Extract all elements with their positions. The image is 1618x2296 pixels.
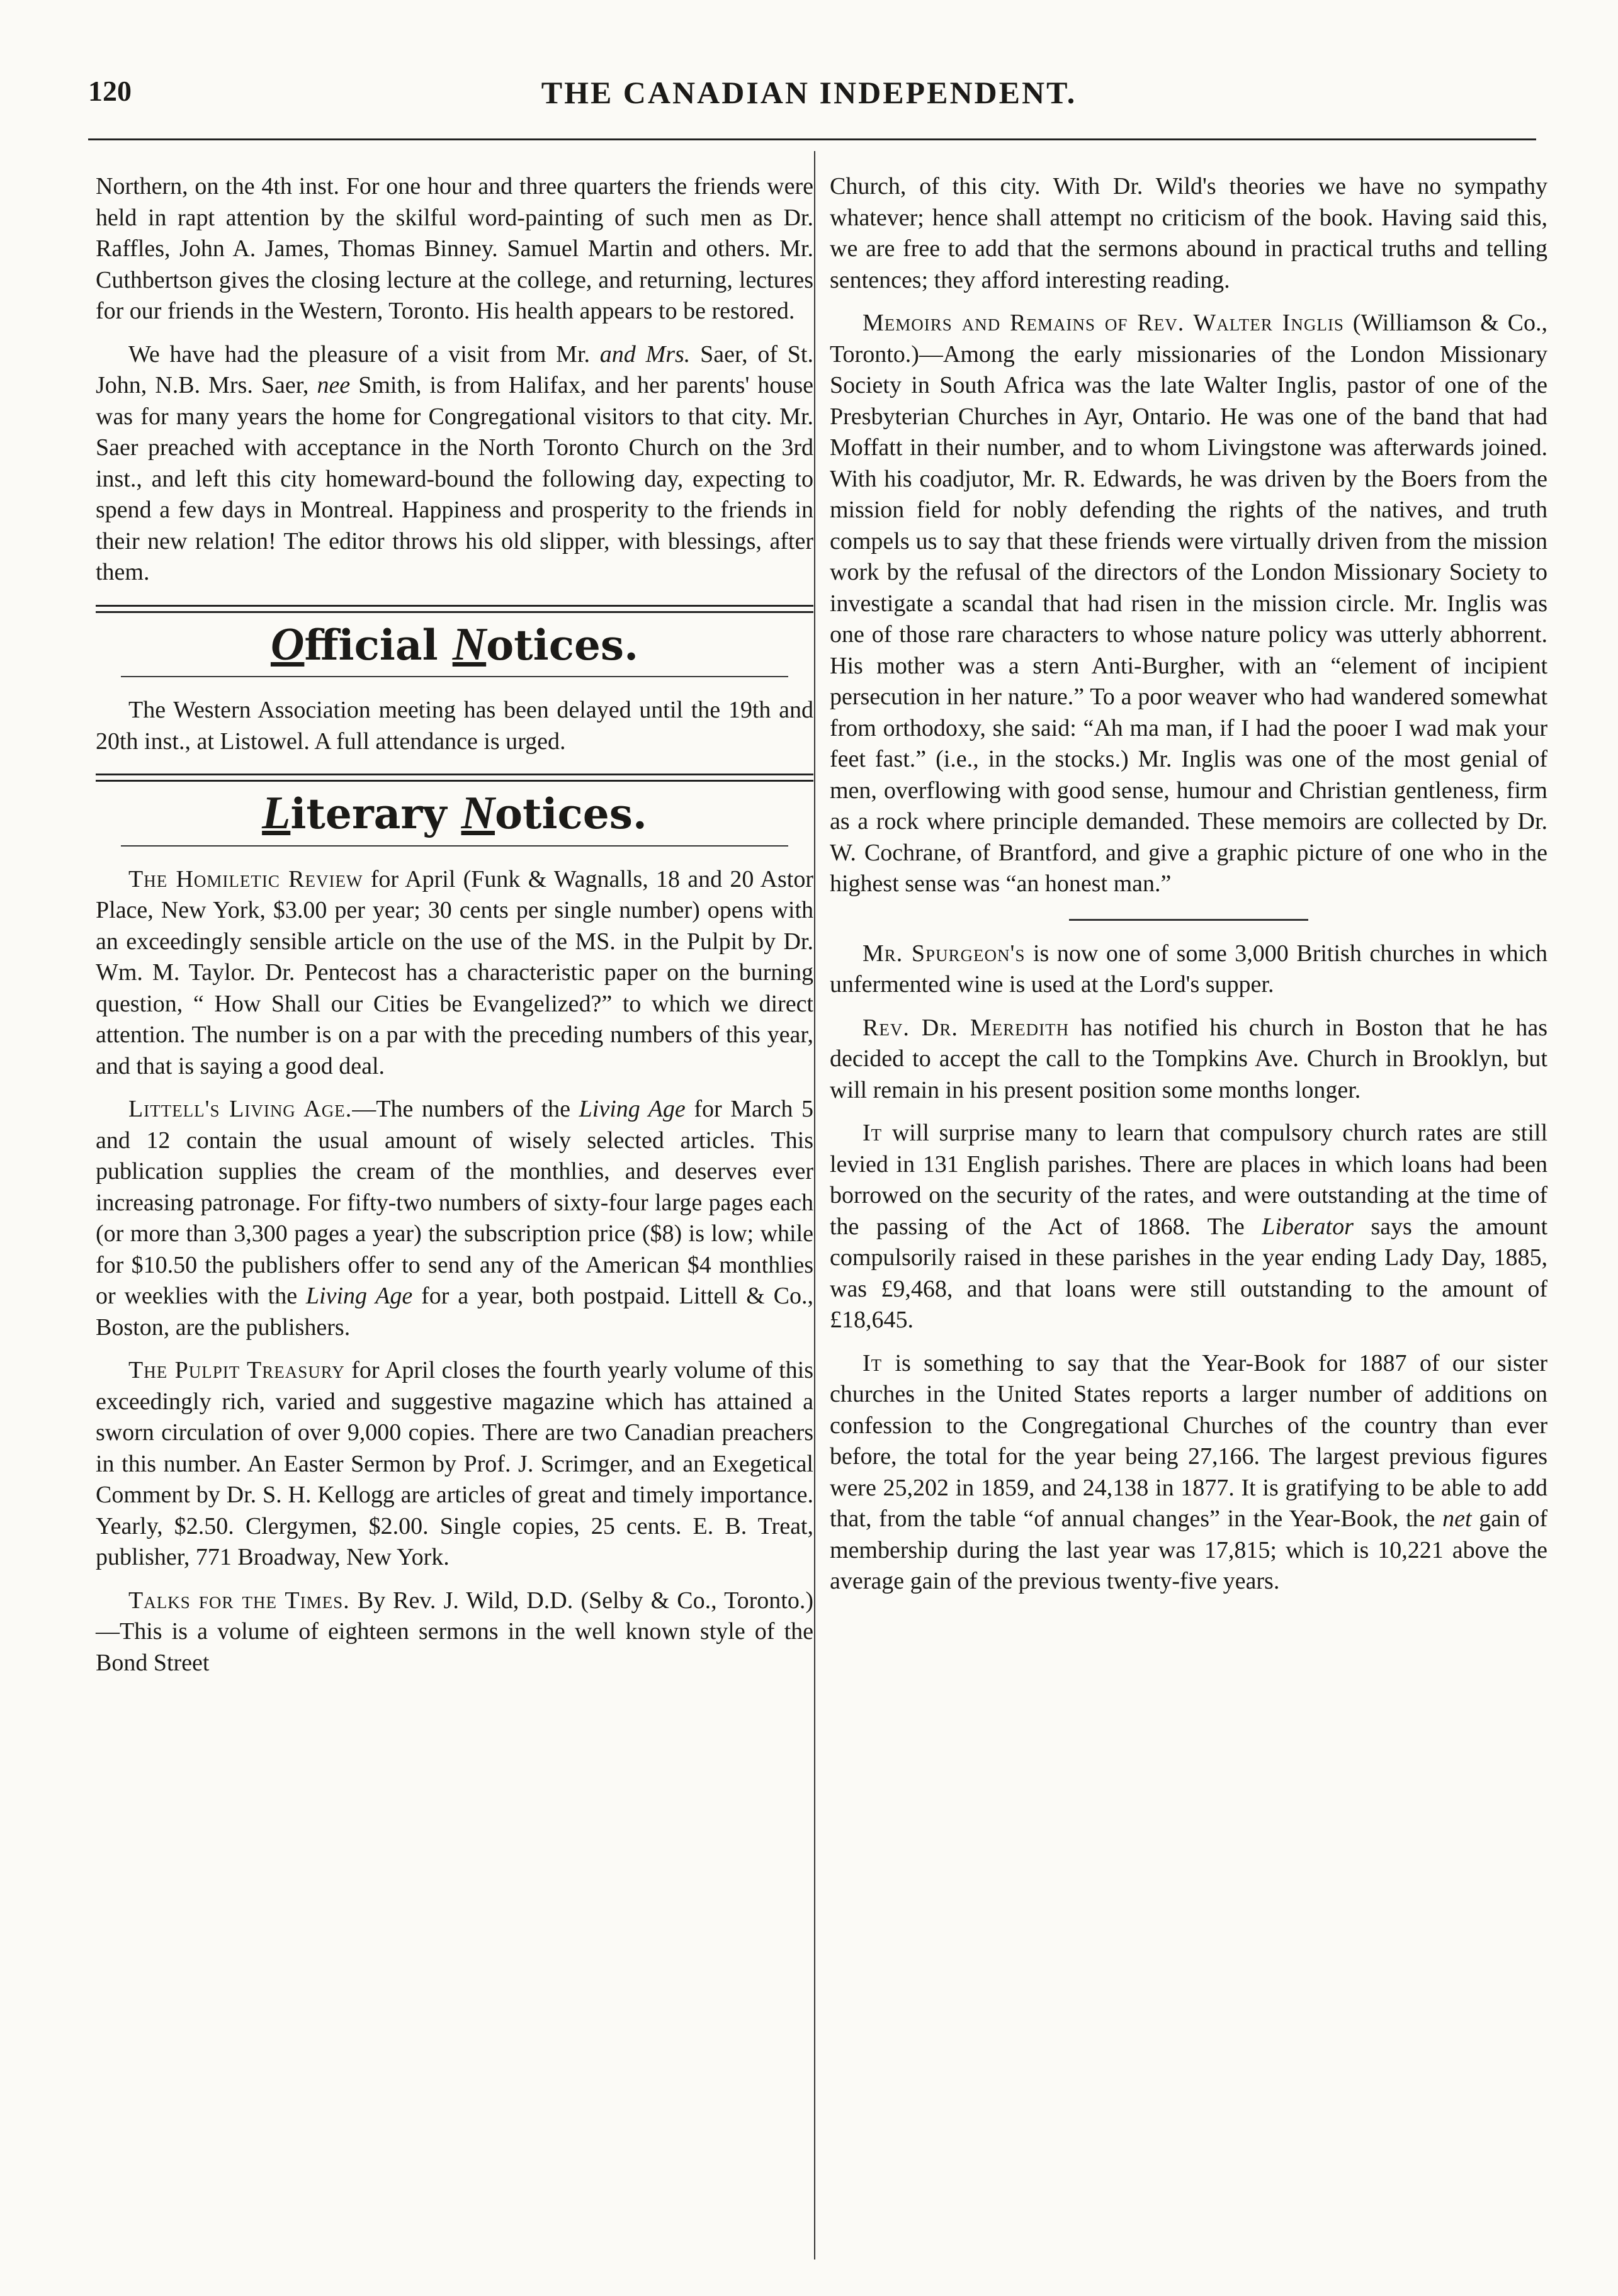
double-rule <box>96 774 813 782</box>
notice-pulpit-treasury: The Pulpit Treasury for April closes the fourth yearly volume of this exceedingly rich, varied and suggestive magazine which has attained a sworn circulation of over 9,000 copies. There are two Canadian preachers in this number. An Easter Sermon by Prof. J. Scrimger, and an Exegetical Comment by Dr. S. H. Kellogg are articles of great and timely importance. Yearly, $2.50. Clergymen, $2.00. Single copies, 25 cents. E. B. Treat, publisher, 771 Broadway, New York. <box>96 1357 814 1570</box>
right-column <box>830 171 1547 1609</box>
paragraph-northern: Northern, on the 4th inst. For one hour and three quarters the friends were held in rapt attention by the skilful word-painting of such men as Dr. Raffles, John A. James, Thomas Binney. Samuel Martin and others. Mr. Cuthbertson gives the closing lecture at the college, and returning, lectures for our friends in the Western, Toronto. His health appears to be restored. <box>96 173 813 324</box>
short-rule <box>1069 919 1308 921</box>
paragraph-church-rates: It will surprise many to learn that compulsory church rates are still levied in 131 English parishes. There are places in which loans had been borrowed on the security of the rates, and were outstanding at the time of the passing of the Act of 1868. The Liberator says the amount compulsorily raised in these parishes in the year ending Lady Day, 1885, was £9,468, and that loans were still outstanding to the amount of £18,645. <box>830 1120 1547 1333</box>
paragraph-wild-continued: Church, of this city. With Dr. Wild's theories we have no sympathy whatever; hence shall attempt no criticism of the book. Having said this, we are free to add that the sermons abound in practical truths and telling sentences; they afford interesting reading. <box>830 173 1547 293</box>
notice-littells-living-age: Littell's Living Age.—The numbers of the Living Age for March 5 and 12 contain the usual amount of wisely selected articles. This publication supplies the cream of the monthlies, and deserves ever increasing patronage. For fifty-two numbers of sixty-four large pages each (or more than 3,300 pages a year) the subscription price ($8) is low; while for $10.50 the publishers offer to send any of the American $4 monthlies or weeklies with the Living Age for a year, both postpaid. Littell & Co., Boston, are the publishers. <box>96 1096 814 1341</box>
single-rule <box>121 845 788 847</box>
notice-memoirs-inglis: Memoirs and Remains of Rev. Walter Inglis (Williamson & Co., Toronto.)—Among the early missionaries of the London Missionary Society in South Africa was the late Walter Inglis, pastor of one of the Presbyterian Churches in Ayr, Ontario. He was one of the band that had Moffatt in their number, and to whom Livingstone was afterwards joined. With his coadjutor, Mr. R. Edwards, he was driven by the Boers from the mission field for nobly defending the rights of the natives, and truth compels us to say that these friends were virtually driven from the mission work by the refusal of the directors of the London Missionary Society to investigate a scandal that had risen in the mission circle. Mr. Inglis was one of those rare characters to whose nature policy was utterly abhorrent. His mother was a stern Anti-Burgher, with an “element of incipient persecution in her nature.” To a poor weaver who had wandered somewhat from orthodoxy, she said: “Ah ma man, if I had the pooer I wad mak your feet fast.” (i.e., in the stocks.) Mr. Inglis was one of the most genial of men, overflowing with good sense, humour and Christian gentleness, firm as a rock where principle demanded. These memoirs are collected by Dr. W. Cochrane, of Brantford, and give a graphic picture of one who in the highest sense was “an honest man.” <box>830 310 1547 897</box>
notice-homiletic-review: The Homiletic Review for April (Funk & Wagnalls, 18 and 20 Astor Place, New York, $3.00 per year; 30 cents per single number) opens with an exceedingly sensible article on the use of the MS. in the Pulpit by Dr. Wm. M. Taylor. Dr. Pentecost has a characteristic paper on the burning question, “ How Shall our Cities be Evangelized?” to which we direct attention. The number is on a par with the preceding numbers of this year, and that is saying a good deal. <box>96 865 813 1079</box>
notice-talks-for-the-times: Talks for the Times. By Rev. J. Wild, D.D. (Selby & Co., Toronto.)—This is a volume of eighteen sermons in the well known style of the Bond Street <box>96 1587 814 1676</box>
official-notices-heading: Official Notices. <box>270 618 639 670</box>
paragraph-saer-visit: We have had the pleasure of a visit from Mr. and Mrs. Saer, of St. John, N.B. Mrs. Saer, nee Smith, is from Halifax, and her parents' house was for many years the home for Congregational visitors to that city. Mr. Saer preached with acceptance in the North Toronto Church on the 3rd inst., and left this city homeward-bound the following day, expecting to spend a few days in Montreal. Happiness and prosperity to the friends in their new relation! The editor throws his old slipper, with blessings, after them. <box>96 340 813 585</box>
double-rule <box>96 605 813 613</box>
page-number: 120 <box>88 75 132 107</box>
left-column <box>96 171 813 1691</box>
paragraph-western-association: The Western Association meeting has been delayed until the 19th and 20th inst., at Listowel. A full attendance is urged. <box>96 697 813 755</box>
page-title: THE CANADIAN INDEPENDENT. <box>541 75 1077 110</box>
paragraph-meredith: Rev. Dr. Meredith has notified his church in Boston that he has decided to accept the call to the Tompkins Ave. Church in Brooklyn, but will remain in his present position some months longer. <box>830 1014 1547 1103</box>
column-divider <box>814 151 815 2259</box>
paragraph-year-book: It is something to say that the Year-Book for 1887 of our sister churches in the United States reports a larger number of additions on confession to the Congregational Churches of the country than ever before, the total for the year being 27,166. The largest previous figures were 25,202 in 1859, and 24,138 in 1877. It is gratifying to be able to add that, from the table “of annual changes” in the Year-Book, the net gain of membership during the last year was 17,815; which is 10,221 above the average gain of the previous twenty-five years. <box>830 1349 1548 1594</box>
header-rule <box>88 138 1536 140</box>
single-rule <box>121 676 788 677</box>
literary-notices-heading: Literary Notices. <box>262 787 647 839</box>
paragraph-spurgeon: Mr. Spurgeon's is now one of some 3,000 British churches in which unfermented wine is used at the Lord's supper. <box>830 940 1548 998</box>
